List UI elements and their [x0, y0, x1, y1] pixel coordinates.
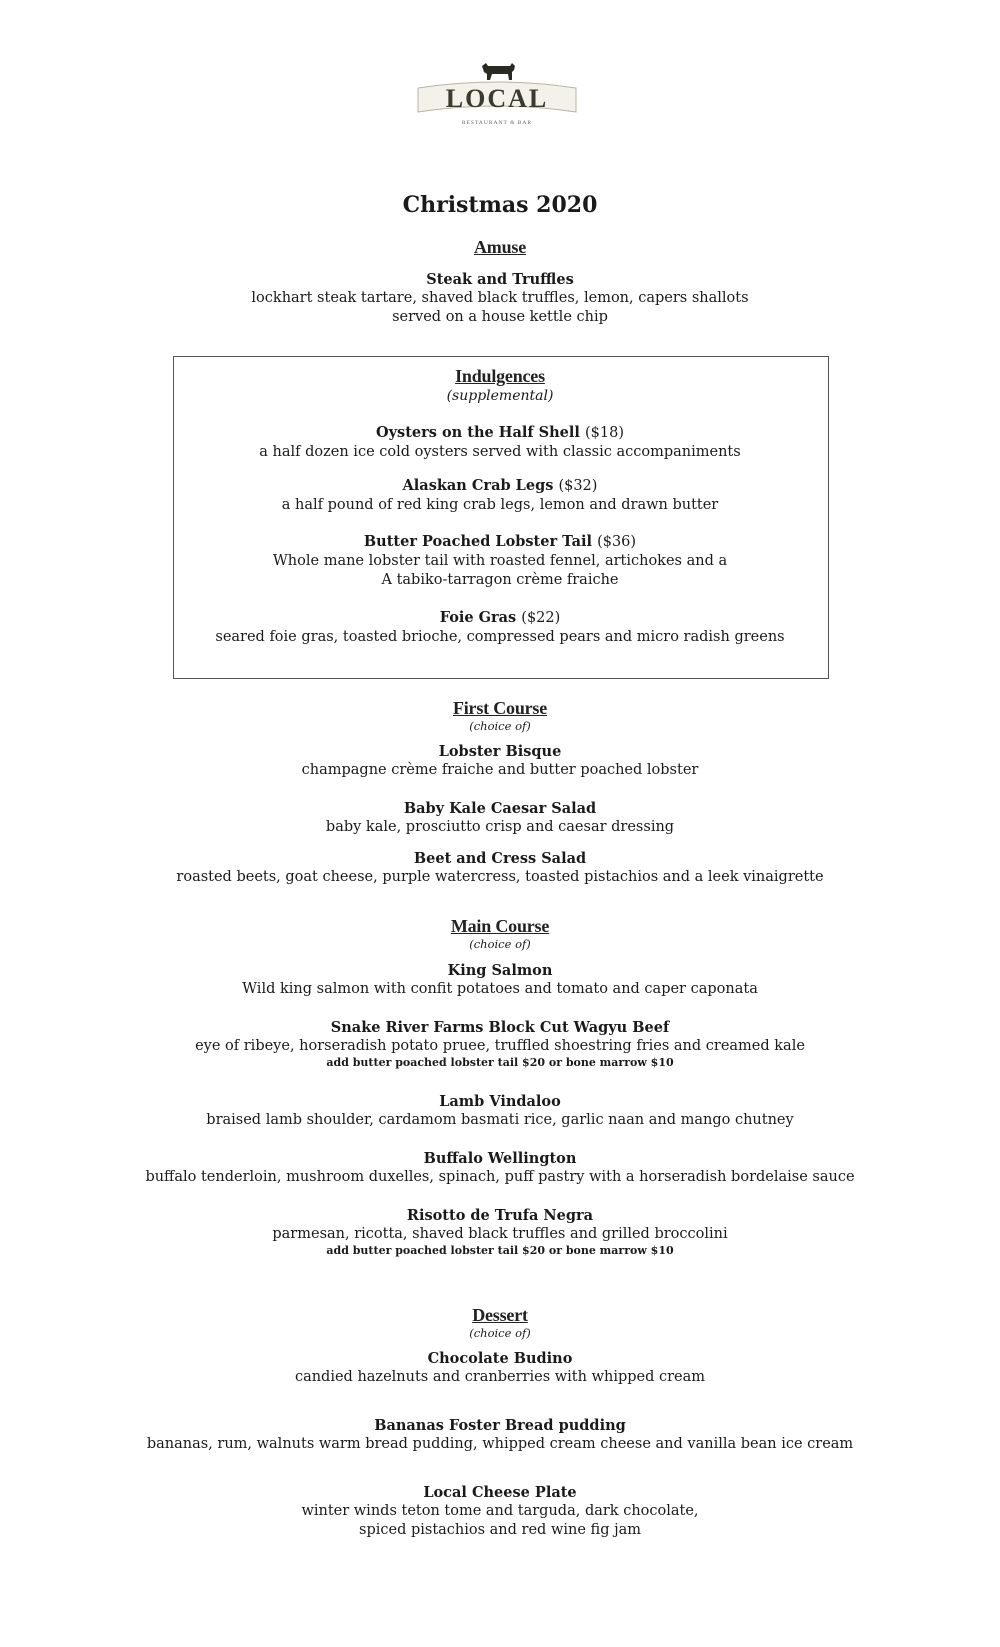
- item-name: Butter Poached Lobster Tail: [363, 533, 592, 550]
- item-desc: champagne crème fraiche and butter poached lobster: [301, 762, 699, 778]
- main-course-heading-block: [0, 915, 1000, 951]
- item-name: Buffalo Wellington: [423, 1150, 577, 1167]
- item-addon: add butter poached lobster tail $20 or bone marrow $10: [326, 1056, 674, 1069]
- main-course-item: [0, 1149, 1000, 1187]
- item-name: Beet and Cress Salad: [413, 850, 587, 867]
- item-desc: buffalo tenderloin, mushroom duxelles, spinach, puff pastry with a horseradish bordelaise sauce: [145, 1169, 855, 1185]
- item-desc: braised lamb shoulder, cardamom basmati rice, garlic naan and mango chutney: [206, 1112, 794, 1128]
- item-desc: a half dozen ice cold oysters served with classic accompaniments: [259, 444, 741, 460]
- item-name: King Salmon: [447, 962, 553, 979]
- item-desc: roasted beets, goat cheese, purple watercress, toasted pistachios and a leek vinaigrette: [176, 869, 824, 885]
- item-name: Alaskan Crab Legs: [402, 477, 554, 494]
- item-desc: Wild king salmon with confit potatoes and tomato and caper caponata: [242, 981, 758, 997]
- item-price: ($22): [521, 610, 561, 626]
- item-name: Lobster Bisque: [438, 743, 562, 760]
- item-desc: seared foie gras, toasted brioche, compressed pears and micro radish greens: [215, 629, 785, 645]
- item-desc: winter winds teton tome and targuda, dark chocolate,: [301, 1503, 699, 1519]
- first-course-note: (choice of): [469, 719, 531, 733]
- item-desc: parmesan, ricotta, shaved black truffles and grilled broccolini: [272, 1226, 728, 1242]
- main-course-item: [0, 1092, 1000, 1130]
- item-name: Bananas Foster Bread pudding: [374, 1417, 626, 1434]
- first-course-item: [0, 742, 1000, 780]
- dessert-item: [0, 1349, 1000, 1387]
- first-course-heading-block: [0, 697, 1000, 733]
- main-course-item: [0, 1206, 1000, 1258]
- amuse-heading-block: [0, 236, 1000, 258]
- dessert-heading-block: [0, 1304, 1000, 1340]
- item-name: Oysters on the Half Shell: [376, 424, 580, 441]
- amuse-heading: Amuse: [474, 237, 526, 257]
- dessert-note: (choice of): [469, 1326, 531, 1340]
- item-name: Snake River Farms Block Cut Wagyu Beef: [330, 1019, 670, 1036]
- logo-text: LOCAL: [445, 84, 549, 113]
- indulgences-note: (supplemental): [446, 388, 554, 404]
- indulgence-item: [0, 423, 1000, 462]
- item-name: Foie Gras: [439, 609, 517, 626]
- item-desc: eye of ribeye, horseradish potato pruee, truffled shoestring fries and creamed kale: [195, 1038, 805, 1054]
- item-name: Baby Kale Caesar Salad: [403, 800, 597, 817]
- item-name: Steak and Truffles: [426, 271, 574, 288]
- item-name: Risotto de Trufa Negra: [406, 1207, 594, 1224]
- main-course-item: [0, 961, 1000, 999]
- item-desc: lockhart steak tartare, shaved black truffles, lemon, capers shallots: [251, 290, 749, 306]
- item-desc: spiced pistachios and red wine fig jam: [359, 1522, 641, 1538]
- menu-title: Christmas 2020: [402, 192, 598, 218]
- first-course-heading: First Course: [452, 698, 548, 718]
- item-addon: add butter poached lobster tail $20 or bone marrow $10: [326, 1244, 674, 1257]
- dessert-item: [0, 1416, 1000, 1454]
- item-desc: Whole mane lobster tail with roasted fennel, artichokes and a: [272, 553, 728, 569]
- indulgence-item: [0, 608, 1000, 647]
- item-desc: served on a house kettle chip: [392, 309, 608, 325]
- item-desc: candied hazelnuts and cranberries with whipped cream: [294, 1369, 706, 1385]
- amuse-item: [0, 270, 1000, 327]
- item-name: Chocolate Budino: [427, 1350, 573, 1367]
- main-course-note: (choice of): [469, 937, 531, 951]
- indulgences-heading: Indulgences: [455, 366, 545, 386]
- item-price: ($32): [558, 478, 598, 494]
- indulgence-item: [0, 476, 1000, 515]
- main-course-heading: Main Course: [450, 916, 550, 936]
- indulgences-heading-block: [0, 365, 1000, 405]
- item-desc: baby kale, prosciutto crisp and caesar dressing: [325, 819, 675, 835]
- item-name: Lamb Vindaloo: [439, 1093, 561, 1110]
- indulgence-item: [0, 532, 1000, 590]
- item-desc: A tabiko-tarragon crème fraiche: [381, 572, 619, 588]
- item-desc: a half pound of red king crab legs, lemon and drawn butter: [281, 497, 719, 513]
- dessert-heading: Dessert: [472, 1305, 528, 1325]
- item-desc: bananas, rum, walnuts warm bread pudding, whipped cream cheese and vanilla bean ice cream: [146, 1436, 854, 1452]
- dessert-item: [0, 1483, 1000, 1540]
- restaurant-logo: [412, 60, 582, 142]
- item-price: ($36): [597, 534, 637, 550]
- item-price: ($18): [584, 425, 624, 441]
- first-course-item: [0, 849, 1000, 887]
- logo-subtext: RESTAURANT & BAR: [461, 120, 533, 126]
- first-course-item: [0, 799, 1000, 837]
- bull-icon: [482, 63, 515, 80]
- main-course-item: [0, 1018, 1000, 1070]
- item-name: Local Cheese Plate: [423, 1484, 577, 1501]
